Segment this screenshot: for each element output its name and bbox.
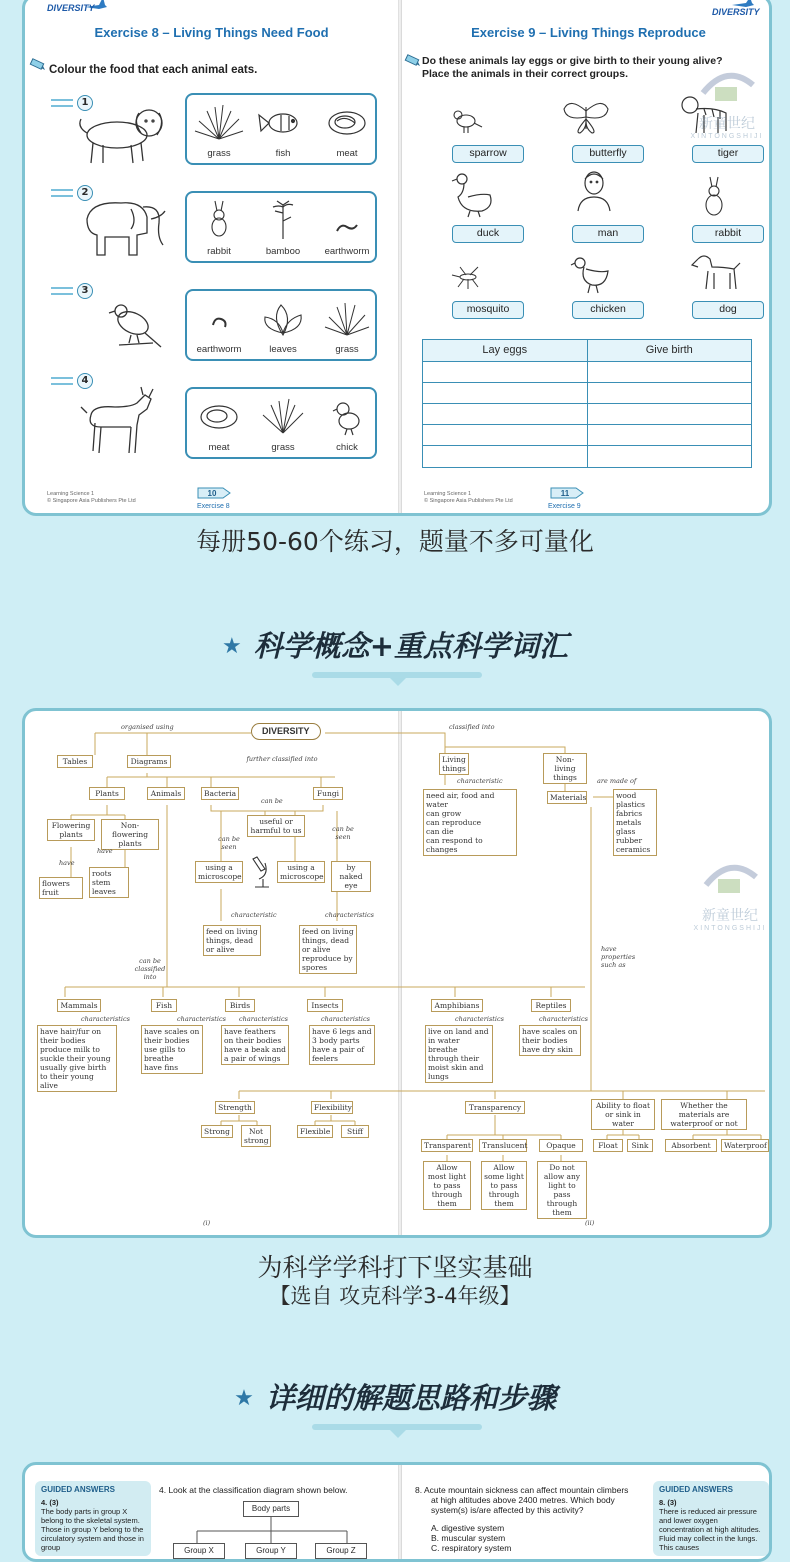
node-birds-traits: have feathers on their bodies have a beak and a pair of wings (221, 1025, 289, 1065)
connector-label: have properties such as (601, 945, 636, 969)
brand-label: DIVERSITY (712, 7, 760, 17)
page-number: 10 (207, 489, 217, 498)
butterfly-icon (556, 93, 616, 139)
node-insects-traits: have 6 legs and 3 body parts have a pair of feelers (309, 1025, 375, 1065)
brand-label: DIVERSITY (47, 3, 95, 13)
node-waterproof-or-not: Whether the materials are waterproof or not (661, 1099, 747, 1130)
chicken-icon (562, 251, 622, 297)
connector-label: characteristic (457, 777, 503, 785)
connector-label: have (59, 859, 75, 867)
connector-label: can be classified into (134, 957, 166, 981)
answer-cell[interactable] (588, 404, 752, 424)
node-float: Float (593, 1139, 623, 1152)
copyright-footer: Learning Science 1 © Singapore Asia Publishers Pte Ltd (424, 491, 513, 504)
pencil-icon (29, 57, 47, 71)
table-row (423, 404, 751, 425)
connector-label: further classified into (246, 755, 318, 763)
node-body-parts: Body parts (243, 1501, 299, 1517)
animal-label-tiger[interactable]: tiger (692, 145, 764, 163)
animal-label-butterfly[interactable]: butterfly (572, 145, 644, 163)
earthworm-icon[interactable] (187, 299, 251, 337)
node-mammals-traits: have hair/fur on their bodies produce milk to suckle their young usually give birth to their young alive (37, 1025, 117, 1092)
grass-icon[interactable] (251, 397, 315, 435)
exercise-spread (22, 0, 772, 516)
node-transparent-desc: Allow most light to pass through them (423, 1161, 471, 1210)
column-header-give-birth: Give birth (645, 344, 693, 356)
caption-foundation: 为科学学科打下坚实基础 (257, 1253, 533, 1282)
table-row (423, 425, 751, 446)
exercise-8-page (25, 0, 398, 513)
node-microscope-fungi: using a microscope (277, 861, 325, 883)
choice-label: chick (336, 442, 358, 453)
page-number: (ii) (585, 1219, 595, 1227)
section-title-solutions: ★ 详细的解题思路和步骤 (234, 1381, 556, 1415)
connector-label: characteristics (81, 1015, 130, 1023)
node-materials-list: wood plastics fabrics metals glass rubber ceramics (613, 789, 657, 856)
food-choice-box (185, 387, 377, 459)
pencil-icon (404, 53, 422, 67)
answer-cell[interactable] (423, 383, 588, 403)
star-icon: ★ (221, 634, 242, 659)
answer-cell[interactable] (588, 383, 752, 403)
connector-label: can be seen (218, 835, 240, 851)
option-c[interactable]: C. respiratory system (431, 1543, 512, 1553)
bamboo-icon[interactable] (251, 201, 315, 239)
page-number: (i) (203, 1219, 211, 1227)
watermark: 新童世纪 XINTONGSHIJI (685, 861, 775, 932)
brand-star-icon (732, 0, 754, 9)
choice-label: grass (335, 344, 359, 355)
animal-label-man[interactable]: man (572, 225, 644, 243)
concept-map-spread (22, 708, 772, 1238)
node-non-flowering: Non-flowering plants (101, 819, 159, 850)
node-strong: Strong (201, 1125, 233, 1138)
option-b[interactable]: B. muscular system (431, 1533, 506, 1543)
choice-label: leaves (269, 344, 297, 355)
animal-label-sparrow[interactable]: sparrow (452, 145, 524, 163)
chick-icon[interactable] (315, 397, 379, 435)
node-diagrams: Diagrams (127, 755, 171, 768)
lion-icon (73, 99, 169, 169)
answer-cell[interactable] (588, 446, 752, 467)
connector-label: characteristic (231, 911, 277, 919)
concept-root: DIVERSITY (251, 723, 321, 740)
caption-source: 【选自 攻克科学3-4年级】 (269, 1284, 521, 1308)
node-flexible: Flexible (297, 1125, 333, 1138)
grass-icon[interactable] (187, 103, 251, 141)
node-materials: Materials (547, 791, 587, 804)
node-transparency: Transparency (465, 1101, 525, 1114)
earthworm-icon[interactable] (315, 201, 379, 239)
node-flexibility: Flexibility (311, 1101, 353, 1114)
node-group-x: Group X (173, 1543, 225, 1559)
sparrow-icon (436, 97, 496, 143)
choice-label: rabbit (207, 246, 231, 257)
food-choice-box (185, 289, 377, 361)
star-icon: ★ (234, 1386, 254, 1411)
grass-icon[interactable] (315, 299, 379, 337)
caption-exercise-count: 每册50-60个练习，题量不多可量化 (196, 527, 594, 556)
exercise-9-title: Exercise 9 – Living Things Reproduce (471, 25, 706, 40)
node-living-char: need air, food and water can grow can reproduce can die can respond to changes (423, 789, 517, 856)
node-bacteria: Bacteria (201, 787, 239, 800)
node-fish-traits: have scales on their bodies use gills to breathe have fins (141, 1025, 203, 1074)
node-bacteria-char: feed on living things, dead or alive (203, 925, 261, 956)
connector-label: are made of (597, 777, 637, 785)
node-plants: Plants (89, 787, 125, 800)
connector-label: can be seen (332, 825, 354, 841)
food-choice-box (185, 191, 377, 263)
answer-cell[interactable] (588, 425, 752, 445)
exercise-9-instruction: Do these animals lay eggs or give birth to their young alive? Place the animals in their correct groups. (422, 55, 723, 80)
answer-cell[interactable] (423, 362, 588, 382)
node-birds: Birds (225, 999, 255, 1012)
title-underbar (312, 672, 482, 678)
meat-icon[interactable] (315, 103, 379, 141)
node-translucent: Translucent (479, 1139, 527, 1152)
leaves-icon[interactable] (251, 299, 315, 337)
node-waterproof: Waterproof (721, 1139, 769, 1152)
node-fungi: Fungi (313, 787, 343, 800)
node-sink: Sink (627, 1139, 653, 1152)
page-exercise-label: Exercise 8 (197, 503, 230, 510)
connector-label: characteristics (325, 911, 374, 919)
rabbit-icon (684, 175, 744, 221)
answer-cell[interactable] (423, 404, 588, 424)
man-icon (564, 167, 624, 213)
connector-label: organised using (121, 723, 174, 731)
page-number: 11 (560, 489, 570, 498)
animal-label-duck[interactable]: duck (452, 225, 524, 243)
exercise-8-title: Exercise 8 – Living Things Need Food (94, 25, 329, 40)
option-list (431, 1523, 511, 1553)
node-living: Living things (439, 753, 469, 775)
duck-icon (442, 171, 502, 217)
node-opaque-desc: Do not allow any light to pass through them (537, 1161, 587, 1219)
question-number: 2 (51, 185, 93, 201)
question-number: 3 (51, 283, 93, 299)
node-stiff: Stiff (341, 1125, 369, 1138)
choice-label: grass (207, 148, 231, 159)
watermark-logo-icon (700, 861, 760, 901)
connector-label: characteristics (321, 1015, 370, 1023)
node-non-living: Non-living things (543, 753, 587, 784)
copyright-footer: Learning Science 1 © Singapore Asia Publishers Pte Ltd (47, 491, 136, 504)
choice-label: meat (208, 442, 230, 453)
choice-label: meat (336, 148, 358, 159)
dog-icon (684, 249, 744, 295)
goat-icon (75, 387, 171, 457)
node-reptiles-traits: have scales on their bodies have dry skin (519, 1025, 581, 1056)
node-useful-harmful: useful or harmful to us (247, 815, 305, 837)
animal-label-dog[interactable]: dog (692, 301, 764, 319)
node-amphibians-traits: live on land and in water breathe through their moist skin and lungs (425, 1025, 493, 1083)
question-8: 8. Acute mountain sickness can affect mountain climbers at high altitudes above 2400 metres. Which body system(s) is/are affected by this activity? (415, 1485, 629, 1515)
guided-answers-spread (22, 1462, 772, 1562)
watermark: 新童世纪 XINTONGSHIJI (682, 69, 772, 140)
node-flowering: Flowering plants (47, 819, 95, 841)
choice-label: grass (271, 442, 295, 453)
node-not-strong: Not strong (241, 1125, 271, 1147)
node-float-sink: Ability to float or sink in water (591, 1099, 655, 1130)
option-a[interactable]: A. digestive system (431, 1523, 505, 1533)
connector-label: characteristics (239, 1015, 288, 1023)
exercise-9-page (402, 0, 775, 513)
node-fungi-char: feed on living things, dead or alive reproduce by spores (299, 925, 357, 974)
table-row (423, 362, 751, 383)
node-strength: Strength (215, 1101, 255, 1114)
meat-icon[interactable] (187, 397, 251, 435)
rabbit-icon[interactable] (187, 201, 251, 239)
fish-icon[interactable] (251, 103, 315, 141)
sorting-table (422, 339, 752, 468)
question-4: 4. Look at the classification diagram shown below. (159, 1485, 348, 1495)
answer-cell[interactable] (588, 362, 752, 382)
guided-answer-left: GUIDED ANSWERS 4. (3) The body parts in group X belong to the skeletal system. Those in group Y belong to the circulatory system and those in group (35, 1481, 151, 1556)
title-underbar (312, 1424, 482, 1430)
node-amphibians: Amphibians (431, 999, 483, 1012)
node-group-z: Group Z (315, 1543, 367, 1559)
table-row (423, 446, 751, 467)
connector-label: characteristics (539, 1015, 588, 1023)
node-naked-eye: by naked eye (331, 861, 371, 892)
node-flowering-parts: flowers fruit (39, 877, 83, 899)
microscope-icon (247, 853, 273, 889)
section-title-concepts: ★ 科学概念+重点科学词汇 (221, 629, 569, 663)
animal-label-rabbit[interactable]: rabbit (692, 225, 764, 243)
connector-label: characteristics (455, 1015, 504, 1023)
page-exercise-label: Exercise 9 (548, 503, 581, 510)
node-animals: Animals (147, 787, 185, 800)
node-opaque: Opaque (539, 1139, 583, 1152)
node-microscope-bacteria: using a microscope (195, 861, 243, 883)
question-number: 1 (51, 95, 93, 111)
connector-label: classified into (449, 723, 495, 731)
node-transparent: Transparent (421, 1139, 473, 1152)
node-group-y: Group Y (245, 1543, 297, 1559)
table-row (423, 383, 751, 404)
choice-label: bamboo (265, 246, 301, 257)
bird-icon (85, 291, 181, 361)
animal-label-chicken[interactable]: chicken (572, 301, 644, 319)
node-reptiles: Reptiles (531, 999, 571, 1012)
exercise-8-instruction: Colour the food that each animal eats. (49, 64, 258, 76)
animal-label-mosquito[interactable]: mosquito (452, 301, 524, 319)
node-translucent-desc: Allow some light to pass through them (481, 1161, 527, 1210)
node-absorbent: Absorbent (665, 1139, 717, 1152)
question-number: 4 (51, 373, 93, 389)
node-non-flowering-parts: roots stem leaves (89, 867, 129, 898)
elephant-icon (71, 189, 167, 259)
node-tables: Tables (57, 755, 93, 768)
answer-cell[interactable] (423, 425, 588, 445)
food-choice-box (185, 93, 377, 165)
watermark-logo-icon (697, 69, 757, 109)
answer-cell[interactable] (423, 446, 588, 467)
connector-label: characteristics (177, 1015, 226, 1023)
choice-label: earthworm (196, 344, 242, 355)
node-fish: Fish (151, 999, 177, 1012)
book-spine (398, 1465, 402, 1559)
mosquito-icon (438, 253, 498, 299)
node-mammals: Mammals (57, 999, 101, 1012)
connector-label: can be (261, 797, 283, 805)
choice-label: earthworm (324, 246, 370, 257)
choice-label: fish (275, 148, 291, 159)
node-insects: Insects (307, 999, 343, 1012)
column-header-lay-eggs: Lay eggs (423, 340, 588, 361)
guided-answer-right: GUIDED ANSWERS 8. (3) There is reduced air pressure and lower oxygen concentration at high altitudes. Fluid may collect in the lungs. This causes (653, 1481, 769, 1556)
connector-label: have (97, 847, 113, 855)
